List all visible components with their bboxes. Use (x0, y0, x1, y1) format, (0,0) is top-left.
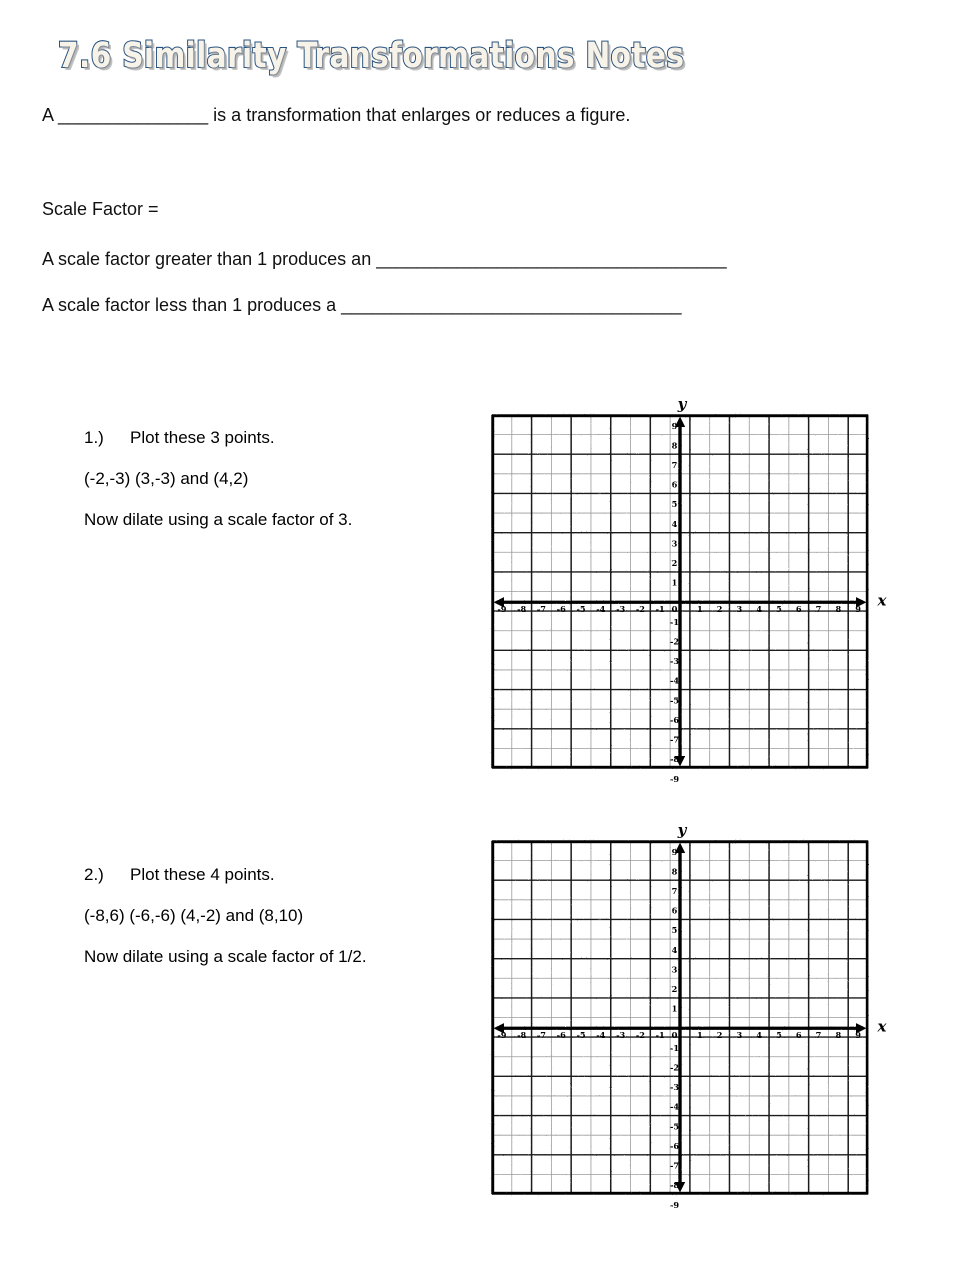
svg-text:-2: -2 (635, 1029, 645, 1040)
scale-factor-greater-line: A scale factor greater than 1 produces an ___________________________________ (42, 249, 727, 269)
svg-text:3: 3 (736, 603, 743, 614)
svg-text:1: 1 (696, 1029, 703, 1040)
x-axis-label: x (877, 591, 887, 610)
svg-text:-9: -9 (669, 1199, 680, 1210)
x-axis-label: x (877, 1017, 887, 1036)
svg-text:-9: -9 (497, 603, 507, 614)
svg-text:-6: -6 (556, 603, 566, 614)
svg-text:-7: -7 (669, 734, 680, 745)
svg-text:7: 7 (815, 603, 822, 614)
scale-factor-label: Scale Factor = (42, 199, 159, 219)
svg-text:5: 5 (776, 1029, 782, 1040)
svg-text:4: 4 (671, 518, 678, 529)
svg-text:3: 3 (736, 1029, 743, 1040)
problem-2-points: (-8,6) (-6,-6) (4,-2) and (8,10) (84, 906, 304, 925)
svg-text:-2: -2 (669, 636, 680, 647)
svg-text:-9: -9 (497, 1029, 507, 1040)
svg-text:-3: -3 (669, 656, 680, 667)
svg-text:-4: -4 (596, 603, 606, 614)
problem-1-number: 1.) (84, 428, 104, 447)
svg-text:-4: -4 (596, 1029, 606, 1040)
svg-text:-8: -8 (517, 603, 527, 614)
svg-text:-3: -3 (616, 603, 626, 614)
svg-text:-2: -2 (635, 603, 645, 614)
svg-text:5: 5 (776, 603, 782, 614)
svg-text:1: 1 (671, 577, 678, 588)
svg-text:4: 4 (756, 1029, 763, 1040)
svg-text:0: 0 (671, 604, 678, 615)
svg-text:-2: -2 (669, 1062, 680, 1073)
svg-text:-7: -7 (536, 603, 547, 614)
svg-text:-6: -6 (669, 1140, 680, 1151)
page-title (58, 34, 685, 80)
svg-text:7: 7 (671, 886, 678, 897)
problem-1-points: (-2,-3) (3,-3) and (4,2) (84, 469, 249, 488)
svg-text:-5: -5 (669, 1121, 680, 1132)
svg-text:-5: -5 (669, 695, 680, 706)
svg-text:2: 2 (716, 603, 723, 614)
svg-text:-5: -5 (576, 603, 586, 614)
svg-text:0: 0 (671, 1030, 678, 1041)
svg-text:8: 8 (671, 866, 678, 877)
problem-1-header (84, 427, 352, 448)
svg-text:-3: -3 (669, 1082, 680, 1093)
problem-2-number: 2.) (84, 865, 104, 884)
svg-text:9: 9 (855, 603, 861, 614)
svg-text:4: 4 (671, 944, 678, 955)
page-title-wordart: 7.6 Similarity Transformations Notes (58, 36, 685, 76)
svg-text:6: 6 (671, 479, 678, 490)
problem-1 (84, 427, 352, 550)
svg-text:6: 6 (795, 603, 802, 614)
svg-text:-5: -5 (576, 1029, 586, 1040)
svg-text:-9: -9 (669, 773, 680, 784)
svg-text:7: 7 (815, 1029, 822, 1040)
svg-text:6: 6 (671, 905, 678, 916)
svg-text:-1: -1 (669, 616, 680, 627)
problem-2 (84, 864, 367, 987)
coordinate-grid-2-svg (492, 821, 887, 1210)
problem-1-instruction: Plot these 3 points. (130, 428, 275, 447)
y-axis-label: y (677, 821, 687, 839)
coordinate-grid-2 (492, 821, 887, 1210)
svg-text:-4: -4 (669, 1101, 680, 1112)
svg-text:-8: -8 (517, 1029, 527, 1040)
svg-text:-4: -4 (669, 675, 680, 686)
svg-text:-1: -1 (655, 1029, 665, 1040)
svg-text:2: 2 (671, 558, 678, 569)
svg-text:7: 7 (671, 460, 678, 471)
svg-text:-8: -8 (669, 1180, 680, 1191)
svg-text:5: 5 (671, 925, 678, 936)
svg-text:-8: -8 (669, 754, 680, 765)
svg-text:9: 9 (855, 1029, 861, 1040)
svg-text:2: 2 (671, 984, 678, 995)
svg-text:5: 5 (671, 499, 678, 510)
svg-text:-6: -6 (556, 1029, 566, 1040)
svg-text:9: 9 (671, 846, 678, 857)
svg-text:-1: -1 (655, 603, 665, 614)
svg-text:4: 4 (756, 603, 763, 614)
svg-text:3: 3 (671, 964, 678, 975)
svg-text:8: 8 (671, 440, 678, 451)
svg-text:9: 9 (671, 420, 678, 431)
svg-text:6: 6 (795, 1029, 802, 1040)
svg-text:-3: -3 (616, 1029, 626, 1040)
svg-text:8: 8 (835, 1029, 842, 1040)
definition-line: A _______________ is a transformation that enlarges or reduces a figure. (42, 105, 631, 125)
problem-1-dilate: Now dilate using a scale factor of 3. (84, 510, 353, 529)
svg-text:1: 1 (696, 603, 703, 614)
svg-text:8: 8 (835, 603, 842, 614)
coordinate-grid-1-svg (492, 395, 887, 784)
svg-text:-1: -1 (669, 1042, 680, 1053)
problem-2-instruction: Plot these 4 points. (130, 865, 275, 884)
svg-text:-7: -7 (536, 1029, 547, 1040)
svg-text:1: 1 (671, 1003, 678, 1014)
svg-text:2: 2 (716, 1029, 723, 1040)
svg-text:3: 3 (671, 538, 678, 549)
svg-text:-7: -7 (669, 1160, 680, 1171)
svg-text:-6: -6 (669, 714, 680, 725)
scale-factor-less-line: A scale factor less than 1 produces a __________________________________ (42, 295, 682, 315)
coordinate-grid-1 (492, 395, 887, 784)
problem-2-dilate: Now dilate using a scale factor of 1/2. (84, 947, 367, 966)
y-axis-label: y (677, 395, 687, 413)
problem-2-header (84, 864, 367, 885)
